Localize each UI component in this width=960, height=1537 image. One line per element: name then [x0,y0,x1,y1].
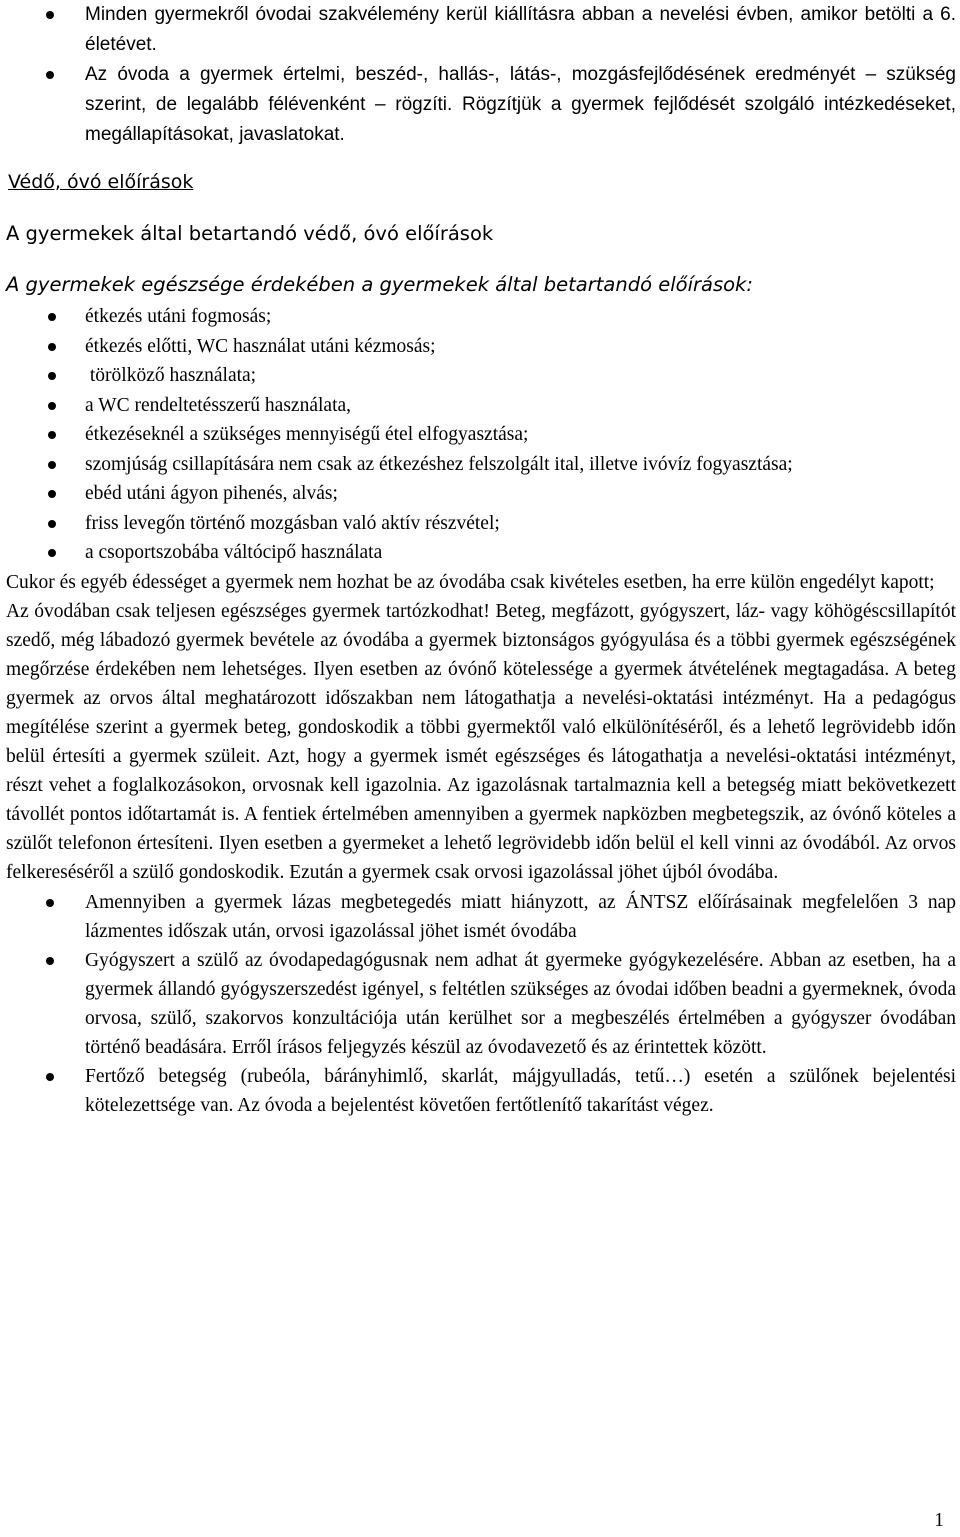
list-item: a csoportszobába váltócipő használata [6,538,956,568]
list-item: a WC rendeltetésszerű használata, [6,391,956,421]
list-item: Az óvoda a gyermek értelmi, beszéd-, hallás-, látás-, mozgásfejlődésének eredményét – szükség szerint, de legalább félévenként – rögzíti. Rögzítjük a gyermek fejlődését szolgáló intézkedéseket, megállapításokat, javaslatokat. [6,60,956,150]
list-item: Minden gyermekről óvodai szakvélemény kerül kiállításra abban a nevelési évben, amikor betölti a 6. életévet. [6,0,956,60]
document-page [6,0,956,1120]
intro-list [6,0,956,150]
list-item: étkezés előtti, WC használat utáni kézmosás; [6,332,956,362]
page-number: 1 [934,1510,944,1531]
list-item: Amennyiben a gyermek lázas megbetegedés miatt hiányzott, az ÁNTSZ előírásainak megfelelően 3 nap lázmentes időszak után, orvosi igazolással jöhet ismét óvodába [6,888,956,946]
paragraph-sweets: Cukor és egyéb édességet a gyermek nem hozhat be az óvodába csak kivételes esetben, ha erre külön engedélyt kapott; [6,571,935,593]
list-item: friss levegőn történő mozgásban való aktív részvétel; [6,509,956,539]
list-item: étkezés utáni fogmosás; [6,302,956,332]
list-item: szomjúság csillapítására nem csak az étkezéshez felszolgált ital, illetve ivóvíz fogyasztása; [6,450,956,480]
subtitle: A gyermekek által betartandó védő, óvó előírások [6,222,494,245]
list-item: Fertőző betegség (rubeóla, bárányhimlő, skarlát, májgyulladás, tetű…) esetén a szülőnek bejelentési kötelezettsége van. Az óvoda a bejelentést követően fertőtlenítő takarítást végez. [6,1062,956,1120]
health-rules-list [6,302,956,568]
health-heading: A gyermekek egészsége érdekében a gyermekek által betartandó előírások: [6,273,753,296]
section-title: Védő, óvó előírások [8,171,194,193]
final-list [6,888,956,1121]
list-item: étkezéseknél a szükséges mennyiségű étel elfogyasztása; [6,420,956,450]
list-item: törölköző használata; [6,361,956,391]
list-item: Gyógyszert a szülő az óvodapedagógusnak nem adhat át gyermeke gyógykezelésére. Abban az esetben, ha a gyermek állandó gyógyszerszedést igényel, s feltétlen szükséges az óvodai időben beadni a gyermeknek, óvoda orvosa, szülő, szakorvos konzultációja után kerülhet sor a megbeszélés értelmében a gyógyszer óvodában történő beadására. Erről írásos feljegyzés készül az óvodavezető és az érintettek között. [6,946,956,1062]
paragraph-health: Az óvodában csak teljesen egészséges gyermek tartózkodhat! Beteg, megfázott, gyógyszert, láz- vagy köhögéscsillapítót szedő, még lábadozó gyermek bevétele az óvodába a gyermek biztonságos gyógyulása és a többi gyermek egészségének megőrzése érdekében nem lehetséges. Ilyen esetben az óvónő kötelessége a gyermek átvételének megtagadása. A beteg gyermek az orvos által meghatározott időszakban nem látogathatja a nevelési-oktatási intézményt. Ha a pedagógus megítélése szerint a gyermek beteg, gondoskodik a többi gyermektől való elkülönítéséről, és a lehető legrövidebb időn belül értesíti a gyermek szüleit. Azt, hogy a gyermek ismét egészséges és látogathatja a nevelési-oktatási intézményt, részt vehet a foglalkozásokon, orvosnak kell igazolnia. Az igazolásnak tartalmaznia kell a betegség miatt bekövetkezett távollét pontos időtartamát is. A fentiek értelmében amennyiben a gyermek napközben megbetegszik, az óvónő köteles a szülőt telefonon értesíteni. Ilyen esetben a gyermeket a lehető legrövidebb időn belül el kell vinni az óvodából. Az orvos felkereséséről a szülő gondoskodik. Ezután a gyermek csak orvosi igazolással jöhet újból óvodába. [6,600,956,884]
list-item: ebéd utáni ágyon pihenés, alvás; [6,479,956,509]
